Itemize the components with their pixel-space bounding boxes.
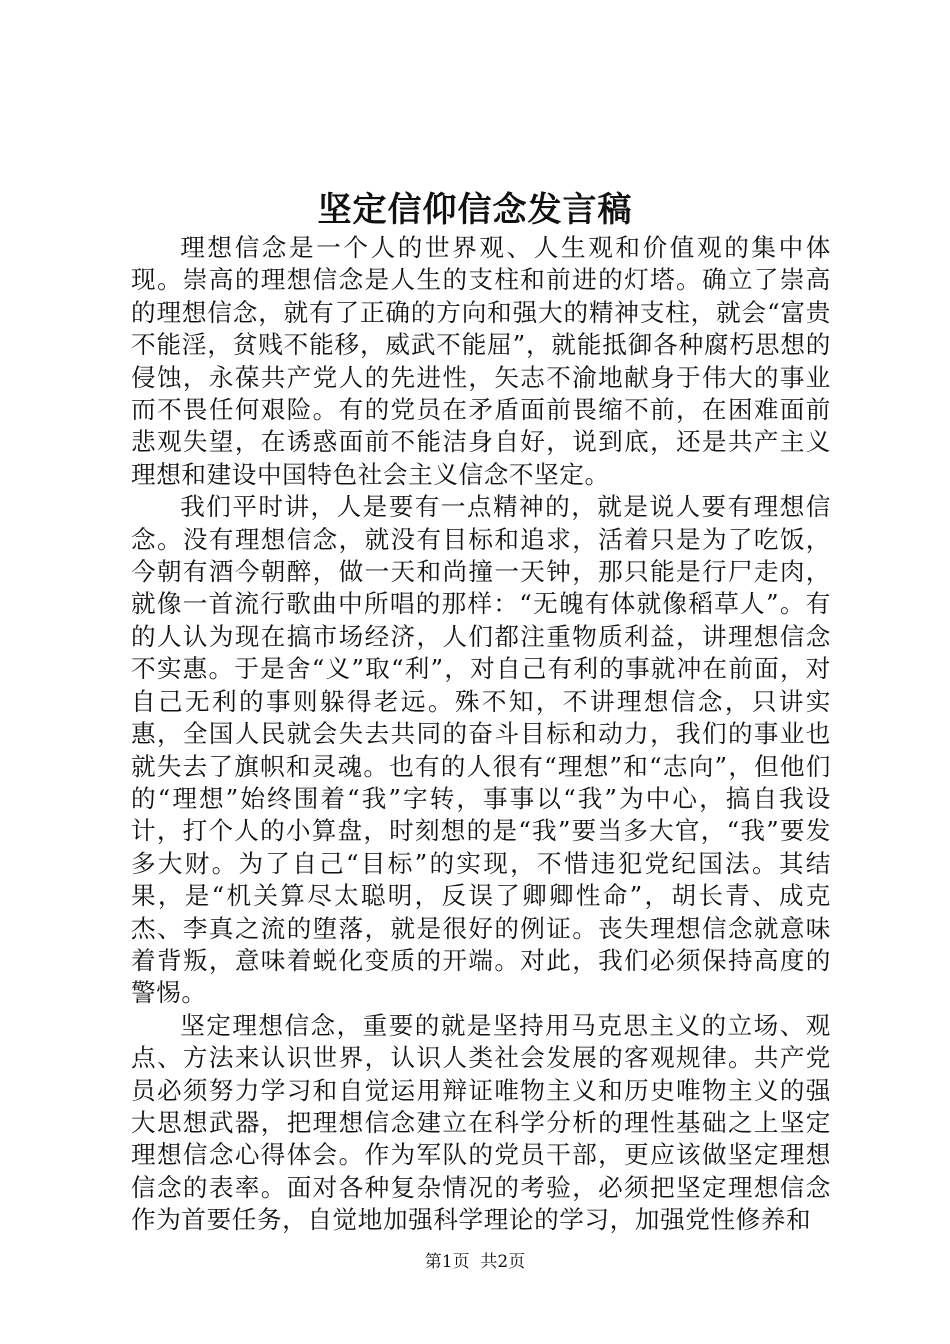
page-footer [0,1251,950,1273]
document-title: 坚定信仰信念发言稿 [317,190,633,230]
paragraph-3: 坚定理想信念，重要的就是坚持用马克思主义的立场、观点、方法来认识世界，认识人类社会发展的客观规律。共产党员必须努力学习和自觉运用辩证唯物主义和历史唯物主义的强大思想武器，把理想信念建立在科学分析的理性基础之上坚定理想信念心得体会。作为军队的党员干部，更应该做坚定理想信念的表率。面对各种复杂情况的考验，必须把坚定理想信念作为首要任务，自觉地加强科学理论的学习，加强党性修养和 [131,1010,831,1235]
page-number: 第1页 共2页 [424,1252,526,1272]
paragraph-1: 理想信念是一个人的世界观、人生观和价值观的集中体现。崇高的理想信念是人生的支柱和前进的灯塔。确立了崇高的理想信念，就有了正确的方向和强大的精神支柱，就会“富贵不能淫，贫贱不能移，威武不能屈”，就能抵御各种腐朽思想的侵蚀，永葆共产党人的先进性，矢志不渝地献身于伟大的事业而不畏任何艰险。有的党员在矛盾面前畏缩不前，在困难面前悲观失望，在诱惑面前不能洁身自好，说到底，还是共产主义理想和建设中国特色社会主义信念不坚定。 [131,233,831,489]
document-body [131,232,831,1237]
paragraph-2: 我们平时讲，人是要有一点精神的，就是说人要有理想信念。没有理想信念，就没有目标和追求，活着只是为了吃饭，今朝有酒今朝醉，做一天和尚撞一天钟，那只能是行尸走肉，就像一首流行歌曲中所唱的那样：“无魄有体就像稻草人”。有的人认为现在搞市场经济，人们都注重物质利益，讲理想信念不实惠。于是舍“义”取“利”，对自己有利的事就冲在前面，对自己无利的事则躲得老远。殊不知，不讲理想信念，只讲实惠，全国人民就会失去共同的奋斗目标和动力，我们的事业也就失去了旗帜和灵魂。也有的人很有“理想”和“志向”，但他们的“理想”始终围着“我”字转，事事以“我”为中心，搞自我设计，打个人的小算盘，时刻想的是“我”要当多大官，“我”要发多大财。为了自己“目标”的实现，不惜违犯党纪国法。其结果，是“机关算尽太聪明，反误了卿卿性命”，胡长青、成克杰、李真之流的堕落，就是很好的例证。丧失理想信念就意味着背叛，意味着蜕化变质的开端。对此，我们必须保持高度的警惕。 [131,492,831,1008]
